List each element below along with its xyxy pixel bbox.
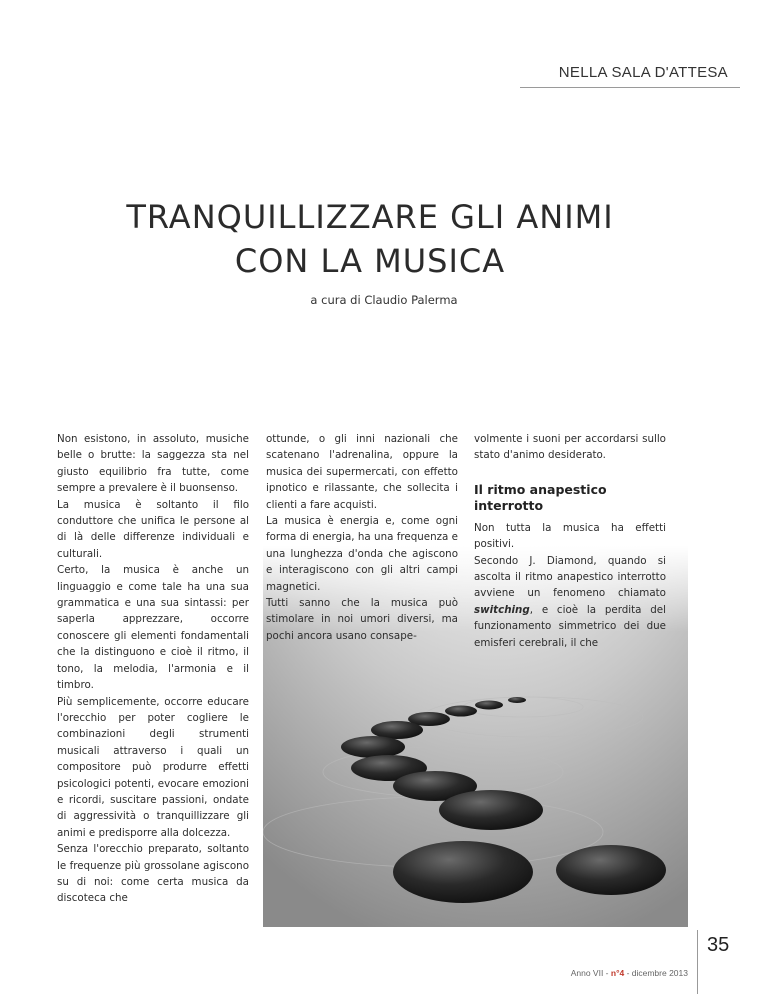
paragraph: Tutti sanno che la musica può stimolare in noi umori diversi, ma pochi ancora usano consape-	[266, 597, 458, 642]
paragraph	[474, 553, 666, 651]
paragraph: Certo, la musica è anche un linguaggio e come tale ha una sua grammatica e una sua sintassi: per saperla apprezzare, occorre conoscere gli elementi fondamentali che la distinguono e cioè il ritmo, il tono, la melodia, l'armonia e il timbro.	[57, 564, 249, 692]
paragraph: Più semplicemente, occorre educare l'orecchio per poter cogliere le combinazioni degli strumenti musicali attraverso i quali un compositore può produrre effetti psicologici potenti, evocare emozioni e ricordi, suscitare passioni, ondate di aggressività o tranquillizzare gli animi e predisporre alla dolcezza.	[57, 695, 249, 839]
paragraph: ottunde, o gli inni nazionali che scatenano l'adrenalina, oppure la musica dei supermercati, con effetto ipnotico e rilassante, che sollecita i clienti a fare acquisti.	[266, 433, 458, 511]
issue-number: n°4	[610, 968, 625, 978]
paragraph: volmente i suoni per accordarsi sullo stato d'animo desiderato.	[474, 433, 666, 462]
text-column-2	[266, 431, 458, 644]
paragraph: Non tutta la musica ha effetti positivi.	[474, 521, 666, 551]
text-column-1	[57, 431, 249, 907]
issue-info	[571, 968, 688, 978]
paragraph-text: , e cioè la perdita del funzionamento simmetrico dei due emisferi cerebrali, il che	[474, 603, 666, 649]
page-number-divider	[697, 930, 698, 994]
text-column-3	[474, 431, 666, 651]
issue-date: - dicembre 2013	[624, 968, 688, 978]
paragraph: La musica è soltanto il filo conduttore che unifica le persone al di là delle differenze individuali e culturali.	[57, 498, 249, 560]
page-number: 35	[707, 934, 730, 956]
section-label: NELLA SALA D'ATTESA	[558, 64, 728, 81]
paragraph: Non esistono, in assoluto, musiche belle o brutte: la saggezza sta nel giusto equilibrio fra tutte, come sempre a prevalere è il buonsenso.	[57, 433, 249, 495]
title-line-1: TRANQUILLIZZARE GLI ANIMI	[126, 198, 614, 236]
emphasized-term: switching	[474, 603, 530, 616]
paragraph: Senza l'orecchio preparato, soltanto le frequenze più grossolane agiscono su di noi: come certa musica da discoteca che	[57, 843, 249, 905]
paragraph: La musica è energia e, come ogni forma di energia, ha una frequenza e una lunghezza d'onda che agiscono e interagiscono con gli altri campi magnetici.	[266, 515, 458, 593]
issue-prefix: Anno VII -	[570, 968, 611, 978]
title-line-2: CON LA MUSICA	[234, 242, 506, 280]
article-byline: a cura di Claudio Palerma	[310, 293, 458, 307]
section-divider	[520, 87, 740, 88]
article-title	[60, 195, 680, 283]
section-subheading: Il ritmo anapestico interrotto	[474, 481, 607, 513]
paragraph-text: Secondo J. Diamond, quando si ascolta il ritmo anapestico interrotto avviene un fenomeno chiamato	[474, 554, 666, 600]
